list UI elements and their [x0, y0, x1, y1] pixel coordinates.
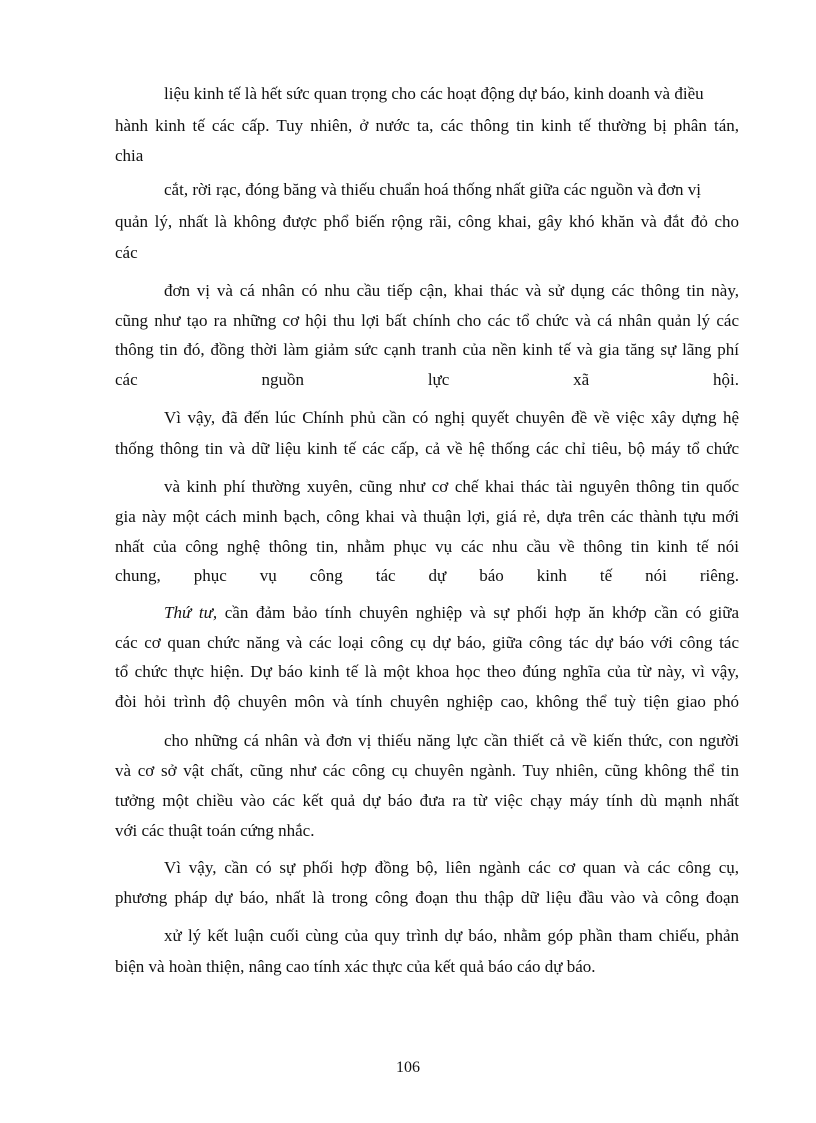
text-line: gia này một cách minh bạch, công khai và thuận lợi, giá rẻ, dựa trên các thành tựu mới — [115, 507, 739, 526]
text-line: Vì vậy, đã đến lúc Chính phủ cần có nghị quyết chuyên đề về việc xây dựng hệ — [164, 408, 739, 427]
text-line: hành kinh tế các cấp. Tuy nhiên, ở nước ta, các thông tin kinh tế thường bị phân tán, — [115, 116, 739, 135]
text-line: Vì vậy, cần có sự phối hợp đồng bộ, liên ngành các cơ quan và các công cụ, — [164, 858, 739, 877]
text-line: cho những cá nhân và đơn vị thiếu năng lực cần thiết cả về kiến thức, con người — [164, 731, 739, 750]
text-line: và kinh phí thường xuyên, cũng như cơ chế khai thác tài nguyên thông tin quốc — [164, 477, 739, 496]
text-line: nhất của công nghệ thông tin, nhằm phục vụ các nhu cầu về thông tin kinh tế nói — [115, 537, 739, 556]
text-line: các nguồn lực xã hội. — [115, 370, 739, 389]
text-line: cũng như tạo ra những cơ hội thu lợi bất chính cho các tổ chức và cá nhân quản lý các — [115, 311, 739, 330]
text-line: thống thông tin và dữ liệu kinh tế các cấp, cả về hệ thống các chỉ tiêu, bộ máy tổ chức — [115, 439, 739, 458]
text-line: đòi hỏi trình độ chuyên môn và tính chuyên nghiệp cao, không thể tuỳ tiện giao phó — [115, 692, 739, 711]
text-line: chia — [115, 146, 144, 165]
text-line: với các thuật toán cứng nhắc. — [115, 821, 315, 840]
italic-lead: Thứ tư, — [164, 603, 218, 622]
text-line: các cơ quan chức năng và các loại công cụ dự báo, giữa công tác dự báo với công tác — [115, 633, 739, 652]
text-line: biện và hoàn thiện, nâng cao tính xác thực của kết quả báo cáo dự báo. — [115, 957, 596, 976]
text-line: cắt, rời rạc, đóng băng và thiếu chuẩn hoá thống nhất giữa các nguồn và đơn vị — [164, 180, 702, 199]
page-number: 106 — [396, 1059, 420, 1076]
text-line: các — [115, 243, 138, 262]
text-line: chung, phục vụ công tác dự báo kinh tế nói riêng. — [115, 566, 739, 585]
text-line: đơn vị và cá nhân có nhu cầu tiếp cận, khai thác và sử dụng các thông tin này, — [164, 281, 739, 300]
text-line: phương pháp dự báo, nhất là trong công đoạn thu thập dữ liệu đầu vào và công đoạn — [115, 888, 739, 907]
text-line: liệu kinh tế là hết sức quan trọng cho các hoạt động dự báo, kinh doanh và điều — [164, 84, 704, 103]
text-line: tưởng một chiều vào các kết quả dự báo đưa ra từ việc chạy máy tính dù mạnh nhất — [115, 791, 739, 810]
text-line: thông tin đó, đồng thời làm giảm sức cạnh tranh của nền kinh tế và gia tăng sự lãng phí — [115, 340, 739, 359]
text-line — [164, 603, 739, 623]
text-line: tổ chức thực hiện. Dự báo kinh tế là một khoa học theo đúng nghĩa của từ này, vì vậy, — [115, 662, 739, 681]
text-line: và cơ sở vật chất, cũng như các công cụ chuyên ngành. Tuy nhiên, cũng không thể tin — [115, 761, 739, 780]
text-line-rest: cần đảm bảo tính chuyên nghiệp và sự phối hợp ăn khớp cần có giữa — [224, 603, 739, 622]
text-line: quản lý, nhất là không được phổ biến rộng rãi, công khai, gây khó khăn và đắt đỏ cho — [115, 212, 739, 231]
text-line: xử lý kết luận cuối cùng của quy trình dự báo, nhằm góp phần tham chiếu, phản — [164, 926, 739, 945]
